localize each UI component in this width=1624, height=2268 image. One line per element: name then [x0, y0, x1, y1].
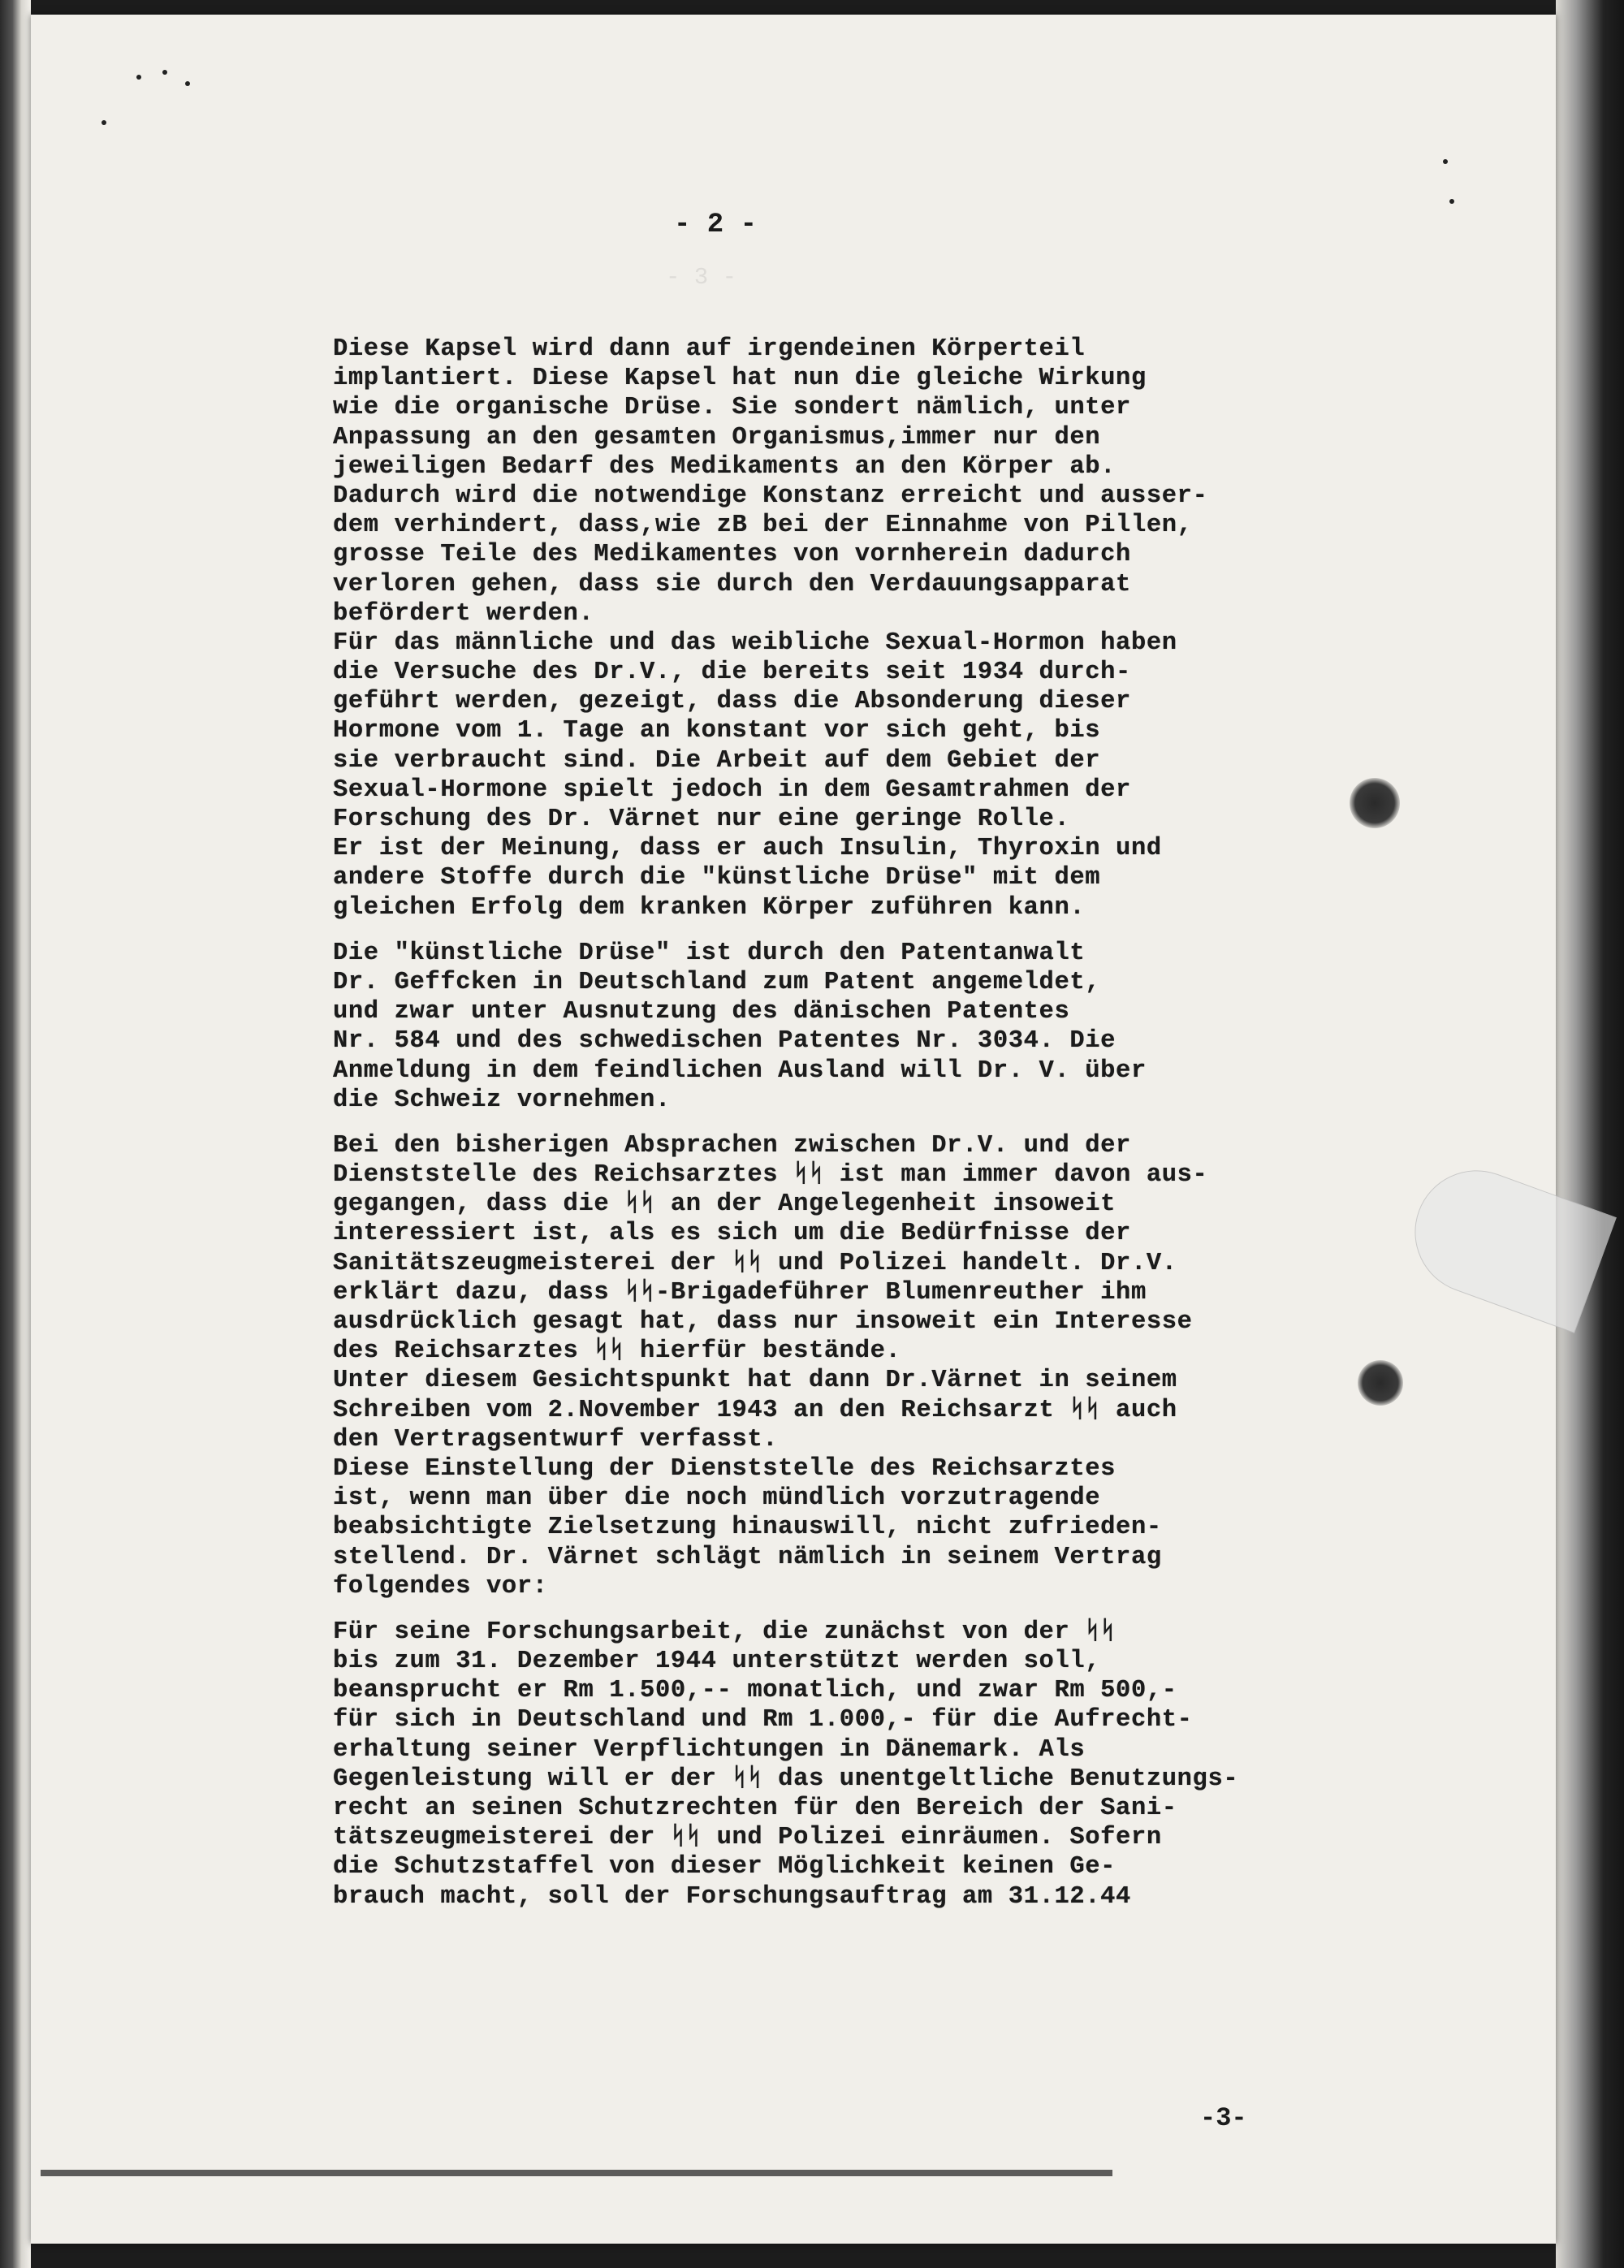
paragraph-gap: [333, 1115, 1437, 1131]
text-line: Diese Kapsel wird dann auf irgendeinen Körperteil: [333, 335, 1086, 363]
speck: [162, 70, 167, 75]
text-line: brauch macht, soll der Forschungsauftrag am 31.12.44: [333, 1882, 1131, 1911]
body-text: [333, 335, 1437, 1912]
text-line: Die "künstliche Drüse" ist durch den Patentanwalt: [333, 939, 1086, 967]
paragraph: [333, 335, 1437, 922]
text-line: verloren gehen, dass sie durch den Verdauungsapparat: [333, 570, 1131, 598]
text-line: Dr. Geffcken in Deutschland zum Patent angemeldet,: [333, 968, 1101, 996]
text-line: Anpassung an den gesamten Organismus,immer nur den: [333, 423, 1101, 451]
text-line: ausdrücklich gesagt hat, dass nur insoweit ein Interesse: [333, 1308, 1193, 1336]
next-page-marker: -3-: [1200, 2103, 1247, 2133]
text-line: wie die organische Drüse. Sie sondert nämlich, unter: [333, 394, 1131, 422]
text-line: Unter diesem Gesichtspunkt hat dann Dr.Värnet in seinem: [333, 1367, 1177, 1395]
page-number: - 2 -: [674, 210, 758, 240]
speck: [102, 120, 106, 125]
text-line: Dienststelle des Reichsarztes ᛋᛋ ist man immer davon aus-: [333, 1161, 1208, 1190]
speck: [1449, 199, 1454, 204]
text-line: Für seine Forschungsarbeit, die zunächst von der ᛋᛋ: [333, 1618, 1116, 1646]
text-line: Sexual-Hormone spielt jedoch in dem Gesamtrahmen der: [333, 775, 1131, 804]
text-line: Gegenleistung will er der ᛋᛋ das unentgeltliche Benutzungs-: [333, 1765, 1239, 1793]
text-line: Nr. 584 und des schwedischen Patentes Nr. 3034. Die: [333, 1027, 1116, 1056]
text-line: Hormone vom 1. Tage an konstant vor sich geht, bis: [333, 717, 1101, 745]
text-line: für sich in Deutschland und Rm 1.000,- für die Aufrecht-: [333, 1706, 1193, 1734]
text-line: erklärt dazu, dass ᛋᛋ-Brigadeführer Blumenreuther ihm: [333, 1278, 1147, 1307]
text-line: und zwar unter Ausnutzung des dänischen Patentes: [333, 998, 1070, 1026]
text-line: Bei den bisherigen Absprachen zwischen Dr.V. und der: [333, 1131, 1131, 1160]
show-through-text: - 3 -: [666, 264, 737, 291]
text-line: interessiert ist, als es sich um die Bedürfnisse der: [333, 1220, 1131, 1248]
text-line: stellend. Dr. Värnet schlägt nämlich in seinem Vertrag: [333, 1543, 1162, 1571]
text-line: gegangen, dass die ᛋᛋ an der Angelegenheit insoweit: [333, 1190, 1116, 1219]
text-line: geführt werden, gezeigt, dass die Absonderung dieser: [333, 688, 1131, 716]
text-line: die Schutzstaffel von dieser Möglichkeit keinen Ge-: [333, 1853, 1116, 1881]
text-line: Sanitätszeugmeisterei der ᛋᛋ und Polizei handelt. Dr.V.: [333, 1249, 1177, 1277]
ink-smudge: [1358, 1360, 1403, 1406]
text-line: Dadurch wird die notwendige Konstanz erreicht und ausser-: [333, 482, 1208, 510]
ink-smudge: [1350, 778, 1400, 828]
text-line: des Reichsarztes ᛋᛋ hierfür bestände.: [333, 1337, 901, 1366]
text-line: die Versuche des Dr.V., die bereits seit 1934 durch-: [333, 659, 1131, 687]
paragraph-gap: [333, 922, 1437, 939]
text-line: jeweiligen Bedarf des Medikaments an den Körper ab.: [333, 452, 1116, 481]
speck: [136, 75, 141, 80]
text-line: dem verhindert, dass,wie zB bei der Einnahme von Pillen,: [333, 512, 1193, 540]
speck: [185, 81, 190, 86]
paragraph: [333, 1618, 1437, 1912]
text-line: befördert werden.: [333, 599, 594, 628]
text-line: beabsichtigte Zielsetzung hinauswill, nicht zufrieden-: [333, 1514, 1162, 1542]
text-line: beansprucht er Rm 1.500,-- monatlich, und zwar Rm 500,-: [333, 1677, 1177, 1705]
text-line: andere Stoffe durch die "künstliche Drüse" mit dem: [333, 864, 1101, 892]
text-line: Schreiben vom 2.November 1943 an den Reichsarzt ᛋᛋ auch: [333, 1396, 1177, 1424]
text-line: den Vertragsentwurf verfasst.: [333, 1425, 779, 1454]
text-line: recht an seinen Schutzrechten für den Bereich der Sani-: [333, 1795, 1177, 1822]
text-line: grosse Teile des Medikamentes von vornherein dadurch: [333, 541, 1131, 569]
text-line: folgendes vor:: [333, 1572, 548, 1601]
text-line: erhaltung seiner Verpflichtungen in Dänemark. Als: [333, 1735, 1086, 1764]
text-line: Forschung des Dr. Värnet nur eine geringe Rolle.: [333, 806, 1070, 833]
right-page-edge: [1556, 0, 1624, 2268]
text-line: bis zum 31. Dezember 1944 unterstützt werden soll,: [333, 1648, 1101, 1676]
text-line: Er ist der Meinung, dass er auch Insulin, Thyroxin und: [333, 835, 1162, 863]
text-line: implantiert. Diese Kapsel hat nun die gleiche Wirkung: [333, 365, 1147, 393]
paragraph: [333, 1131, 1437, 1601]
paragraph: [333, 939, 1437, 1115]
left-page-edge: [0, 0, 31, 2268]
text-line: gleichen Erfolg dem kranken Körper zuführen kann.: [333, 893, 1086, 922]
text-line: tätszeugmeisterei der ᛋᛋ und Polizei einräumen. Sofern: [333, 1824, 1162, 1852]
text-line: Diese Einstellung der Dienststelle des Reichsarztes: [333, 1454, 1116, 1483]
text-line: Anmeldung in dem feindlichen Ausland will Dr. V. über: [333, 1056, 1147, 1085]
text-line: die Schweiz vornehmen.: [333, 1086, 671, 1114]
speck: [1443, 159, 1448, 164]
paragraph-gap: [333, 1601, 1437, 1618]
text-line: ist, wenn man über die noch mündlich vorzutragende: [333, 1484, 1101, 1513]
text-line: sie verbraucht sind. Die Arbeit auf dem Gebiet der: [333, 746, 1101, 775]
bottom-edge-mark: [41, 2170, 1112, 2176]
text-line: Für das männliche und das weibliche Sexual-Hormon haben: [333, 629, 1177, 657]
